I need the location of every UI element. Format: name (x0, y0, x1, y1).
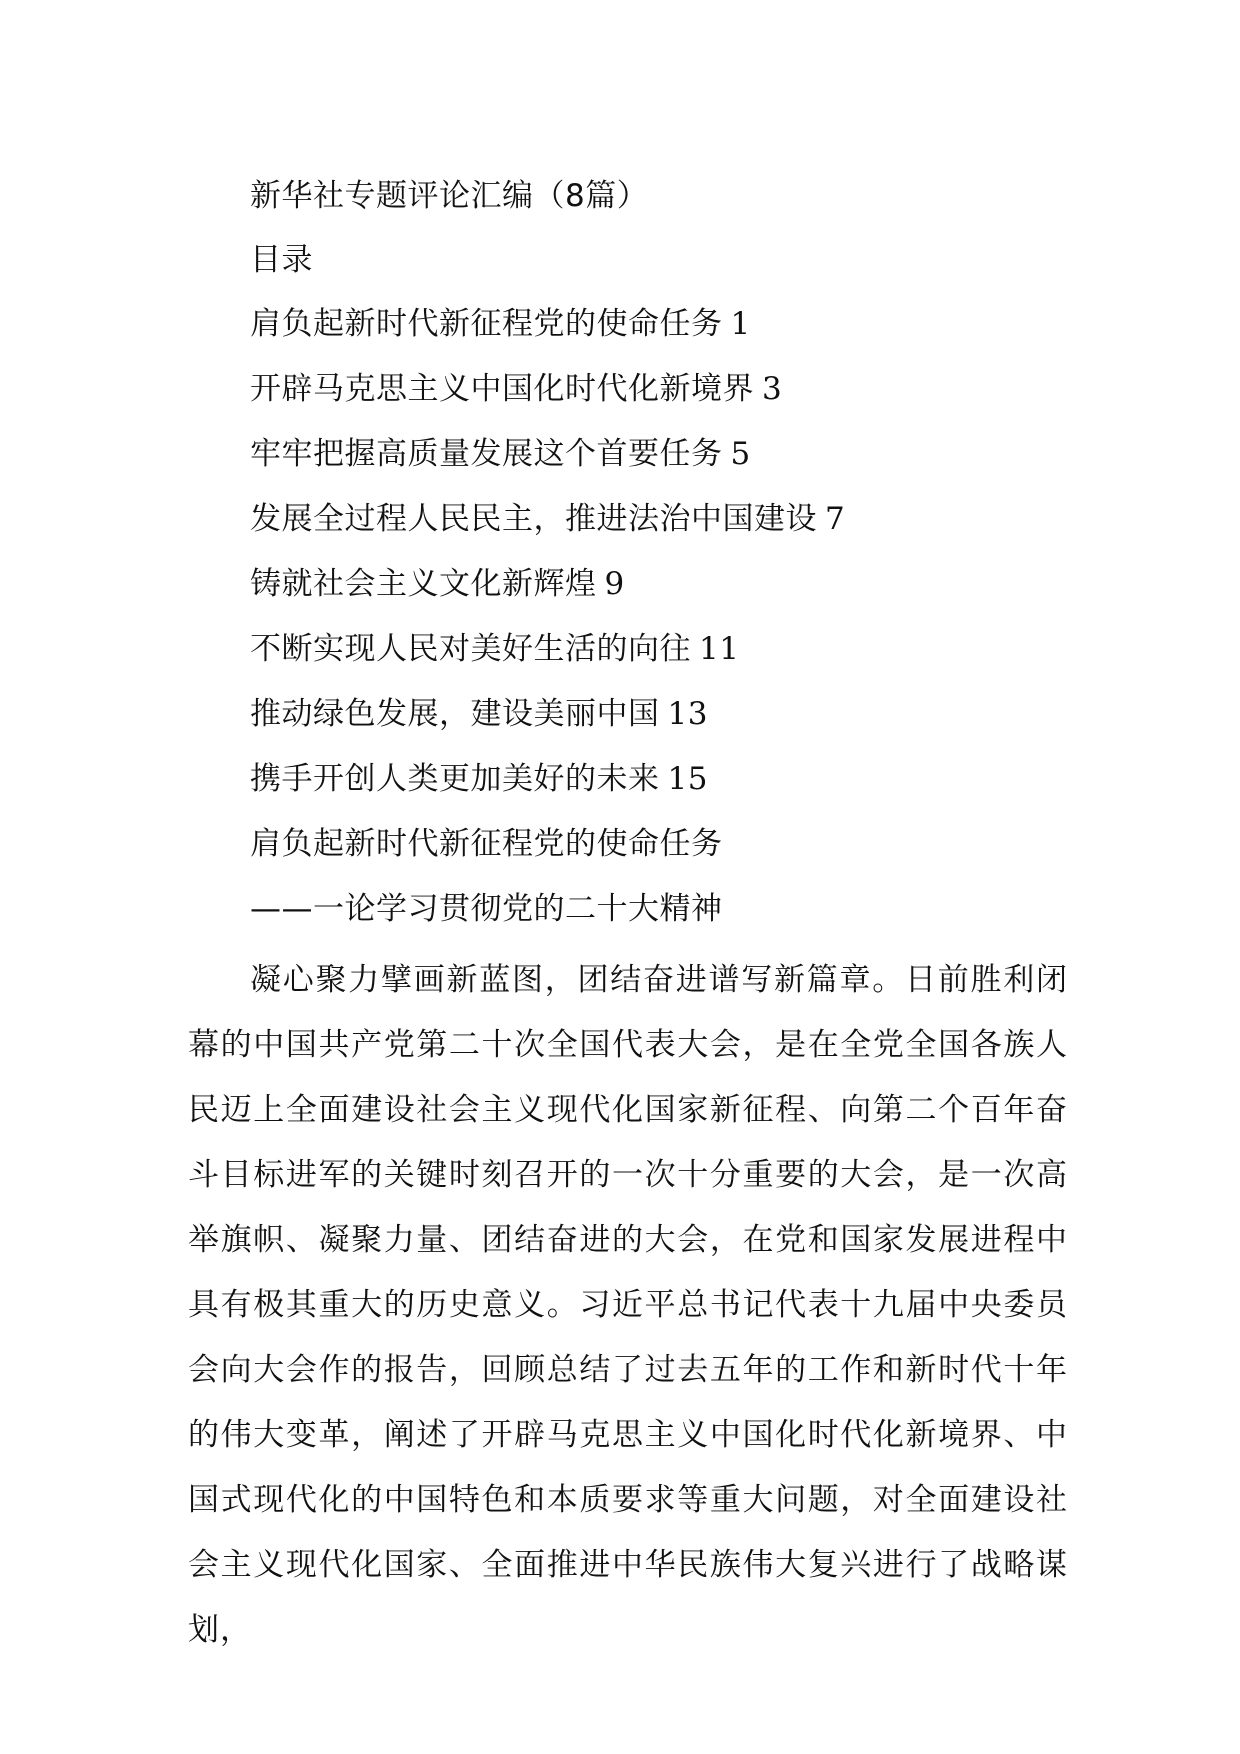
toc-entry[interactable] (250, 304, 751, 344)
article-subtitle: ——一论学习贯彻党的二十大精神 (250, 891, 723, 927)
toc-entry-title: 开辟马克思主义中国化时代化新境界 (250, 371, 754, 407)
toc-entry-title: 牢牢把握高质量发展这个首要任务 (250, 436, 723, 472)
article-body-paragraph: 凝心聚力擘画新蓝图，团结奋进谱写新篇章。日前胜利闭幕的中国共产党第二十次全国代表大会，是在全党全国各族人民迈上全面建设社会主义现代化国家新征程、向第二个百年奋斗目标进军的关键时刻召开的一次十分重要的大会，是一次高举旗帜、凝聚力量、团结奋进的大会，在党和国家发展进程中具有极其重大的历史意义。习近平总书记代表十九届中央委员会向大会作的报告，回顾总结了过去五年的工作和新时代十年的伟大变革，阐述了开辟马克思主义中国化时代化新境界、中国式现代化的中国特色和本质要求等重大问题，对全面建设社会主义现代化国家、全面推进中华民族伟大复兴进行了战略谋划， (188, 962, 1068, 1648)
toc-entry-page: 11 (699, 631, 740, 667)
toc-entry[interactable] (250, 759, 708, 799)
toc-entry-title: 推动绿色发展，建设美丽中国 (250, 696, 660, 732)
document-title: 新华社专题评论汇编（8篇） (250, 178, 649, 214)
toc-entry[interactable] (250, 629, 739, 669)
toc-entry-page: 9 (604, 566, 625, 602)
article-title: 肩负起新时代新征程党的使命任务 (250, 826, 723, 862)
toc-entry-title: 肩负起新时代新征程党的使命任务 (250, 306, 723, 342)
toc-entry-page: 5 (730, 436, 751, 472)
toc-entry[interactable] (250, 434, 751, 474)
toc-entry-title: 发展全过程人民民主，推进法治中国建设 (250, 501, 817, 537)
toc-entry-page: 3 (762, 371, 783, 407)
toc-entry-title: 携手开创人类更加美好的未来 (250, 761, 660, 797)
toc-heading: 目录 (250, 242, 313, 278)
toc-entry-title: 铸就社会主义文化新辉煌 (250, 566, 597, 602)
toc-entry-page: 1 (730, 306, 751, 342)
toc-entry[interactable] (250, 564, 625, 604)
toc-entry[interactable] (250, 694, 708, 734)
toc-entry-page: 15 (667, 761, 708, 797)
toc-entry[interactable] (250, 499, 845, 539)
toc-entry-page: 13 (667, 696, 708, 732)
toc-entry[interactable] (250, 369, 782, 409)
toc-entry-title: 不断实现人民对美好生活的向往 (250, 631, 691, 667)
toc-entry-page: 7 (825, 501, 846, 537)
